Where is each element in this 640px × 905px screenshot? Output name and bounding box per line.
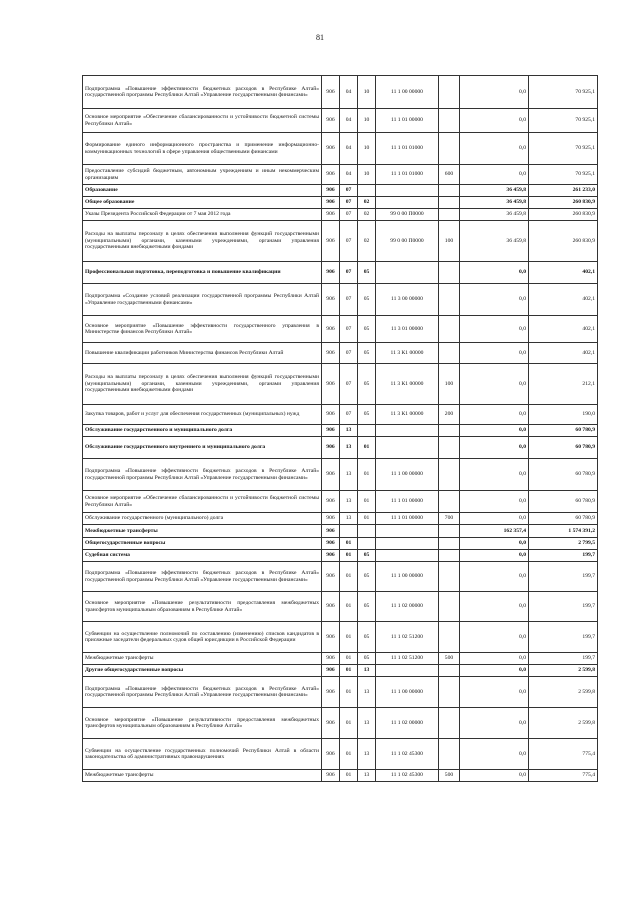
section-code-cell: 07	[340, 405, 358, 425]
section-code-cell: 07	[340, 209, 358, 221]
row-name-cell: Обслуживание государственного (муниципального) долга	[83, 513, 322, 525]
row-name-cell: Общегосударственные вопросы	[83, 538, 322, 550]
expense-type-cell	[439, 425, 460, 437]
table-row	[83, 459, 598, 491]
amount-1-cell: 0,0	[460, 653, 529, 665]
table-row	[83, 405, 598, 425]
expense-type-cell	[439, 284, 460, 316]
row-name-cell: Судебная система	[83, 550, 322, 562]
target-article-cell: 11 1 02 51200	[376, 653, 439, 665]
section-code-cell: 04	[340, 109, 358, 133]
expense-type-cell	[439, 491, 460, 513]
ministry-code-cell: 906	[322, 665, 340, 677]
table-row	[83, 622, 598, 653]
subsection-code-cell: 01	[358, 491, 376, 513]
row-name-cell: Основное мероприятие «Повышение эффективности государственного управления в Министерстве финансов Республики Алтай»	[83, 316, 322, 343]
amount-2-cell: 402,1	[529, 343, 598, 364]
target-article-cell: 11 1 02 45300	[376, 739, 439, 770]
table-row	[83, 550, 598, 562]
subsection-code-cell	[358, 525, 376, 538]
table-row	[83, 197, 598, 209]
table-row	[83, 284, 598, 316]
ministry-code-cell: 906	[322, 770, 340, 782]
target-article-cell: 11 1 02 51200	[376, 622, 439, 653]
amount-2-cell: 70 925,1	[529, 133, 598, 165]
row-name-cell: Основное мероприятие «Обеспечение сбалансированности и устойчивости бюджетной системы Республики Алтай»	[83, 491, 322, 513]
expense-type-cell	[439, 677, 460, 708]
target-article-cell	[376, 262, 439, 284]
ministry-code-cell: 906	[322, 425, 340, 437]
section-code-cell: 01	[340, 665, 358, 677]
amount-2-cell: 199,7	[529, 592, 598, 622]
ministry-code-cell: 906	[322, 221, 340, 262]
section-code-cell: 13	[340, 437, 358, 459]
row-name-cell: Расходы на выплаты персоналу в целях обеспечения выполнения функций государственными (муниципальными) органами, казенными учреждениями, органами управления государственными внебюджетными фондами	[83, 364, 322, 405]
table-row	[83, 221, 598, 262]
ministry-code-cell: 906	[322, 316, 340, 343]
section-code-cell: 04	[340, 76, 358, 109]
subsection-code-cell: 01	[358, 513, 376, 525]
row-name-cell: Общее образование	[83, 197, 322, 209]
amount-1-cell: 0,0	[460, 592, 529, 622]
table-row	[83, 538, 598, 550]
expense-type-cell	[439, 665, 460, 677]
amount-1-cell: 36 459,8	[460, 209, 529, 221]
table-row	[83, 708, 598, 739]
subsection-code-cell: 05	[358, 550, 376, 562]
target-article-cell: 11 1 01 01000	[376, 165, 439, 185]
ministry-code-cell: 906	[322, 622, 340, 653]
expense-type-cell: 500	[439, 770, 460, 782]
row-name-cell: Подпрограмма «Повышение эффективности бюджетных расходов в Республике Алтай» государственной программы Республики Алтай «Управление государственными финансами»	[83, 562, 322, 592]
expense-type-cell	[439, 550, 460, 562]
amount-1-cell: 0,0	[460, 739, 529, 770]
expense-type-cell	[439, 538, 460, 550]
expense-type-cell	[439, 459, 460, 491]
amount-1-cell: 0,0	[460, 459, 529, 491]
amount-2-cell: 199,7	[529, 622, 598, 653]
table-row	[83, 739, 598, 770]
amount-2-cell: 60 780,9	[529, 437, 598, 459]
subsection-code-cell: 13	[358, 770, 376, 782]
subsection-code-cell: 02	[358, 209, 376, 221]
expense-type-cell	[439, 197, 460, 209]
row-name-cell: Другие общегосударственные вопросы	[83, 665, 322, 677]
amount-1-cell: 0,0	[460, 109, 529, 133]
section-code-cell: 07	[340, 284, 358, 316]
table-row	[83, 491, 598, 513]
row-name-cell: Обслуживание государственного и муниципального долга	[83, 425, 322, 437]
target-article-cell: 11 3 00 00000	[376, 284, 439, 316]
ministry-code-cell: 906	[322, 262, 340, 284]
table-row	[83, 665, 598, 677]
target-article-cell	[376, 538, 439, 550]
expense-type-cell	[439, 262, 460, 284]
amount-1-cell: 0,0	[460, 513, 529, 525]
amount-1-cell: 0,0	[460, 550, 529, 562]
table-row	[83, 677, 598, 708]
subsection-code-cell: 02	[358, 197, 376, 209]
table-row	[83, 653, 598, 665]
expense-type-cell	[439, 562, 460, 592]
table-row	[83, 592, 598, 622]
table-row	[83, 316, 598, 343]
subsection-code-cell: 01	[358, 437, 376, 459]
table-row	[83, 364, 598, 405]
section-code-cell: 01	[340, 739, 358, 770]
section-code-cell: 01	[340, 538, 358, 550]
row-name-cell: Основное мероприятие «Обеспечение сбалансированности и устойчивости бюджетной системы Республики Алтай»	[83, 109, 322, 133]
ministry-code-cell: 906	[322, 109, 340, 133]
ministry-code-cell: 906	[322, 513, 340, 525]
target-article-cell	[376, 185, 439, 197]
amount-1-cell: 0,0	[460, 262, 529, 284]
amount-2-cell: 190,0	[529, 405, 598, 425]
amount-2-cell: 60 780,9	[529, 459, 598, 491]
amount-1-cell: 162 357,4	[460, 525, 529, 538]
page-number: 81	[316, 33, 324, 42]
section-code-cell: 13	[340, 425, 358, 437]
row-name-cell: Предоставление субсидий бюджетным, автономным учреждениям и иным некоммерческим организациям	[83, 165, 322, 185]
amount-1-cell: 0,0	[460, 665, 529, 677]
section-code-cell: 04	[340, 133, 358, 165]
table-row	[83, 562, 598, 592]
amount-2-cell: 70 925,1	[529, 76, 598, 109]
row-name-cell: Подпрограмма «Повышение эффективности бюджетных расходов в Республике Алтай» государственной программы Республики Алтай «Управление государственными финансами»	[83, 677, 322, 708]
row-name-cell: Образование	[83, 185, 322, 197]
section-code-cell: 13	[340, 491, 358, 513]
amount-2-cell: 199,7	[529, 562, 598, 592]
table-row	[83, 185, 598, 197]
expense-type-cell	[439, 622, 460, 653]
expense-type-cell	[439, 343, 460, 364]
target-article-cell	[376, 437, 439, 459]
amount-2-cell: 261 233,0	[529, 185, 598, 197]
subsection-code-cell: 13	[358, 665, 376, 677]
amount-2-cell: 2 799,5	[529, 538, 598, 550]
amount-2-cell: 260 830,9	[529, 209, 598, 221]
amount-2-cell: 260 830,9	[529, 197, 598, 209]
table-row	[83, 513, 598, 525]
amount-1-cell: 0,0	[460, 491, 529, 513]
ministry-code-cell: 906	[322, 364, 340, 405]
subsection-code-cell: 10	[358, 76, 376, 109]
amount-2-cell: 1 574 391,2	[529, 525, 598, 538]
section-code-cell: 07	[340, 221, 358, 262]
section-code-cell: 13	[340, 459, 358, 491]
expense-type-cell: 200	[439, 405, 460, 425]
amount-2-cell: 199,7	[529, 550, 598, 562]
subsection-code-cell: 13	[358, 677, 376, 708]
amount-1-cell: 0,0	[460, 677, 529, 708]
ministry-code-cell: 906	[322, 437, 340, 459]
target-article-cell	[376, 197, 439, 209]
ministry-code-cell: 906	[322, 677, 340, 708]
target-article-cell: 11 3 К1 00000	[376, 343, 439, 364]
section-code-cell: 01	[340, 592, 358, 622]
row-name-cell: Подпрограмма «Создание условий реализации государственной программы Республики Алтай «Управление государственными финансами»	[83, 284, 322, 316]
target-article-cell: 11 3 К1 00000	[376, 405, 439, 425]
subsection-code-cell: 05	[358, 405, 376, 425]
expense-type-cell: 100	[439, 364, 460, 405]
expense-type-cell	[439, 133, 460, 165]
expense-type-cell	[439, 76, 460, 109]
row-name-cell: Межбюджетные трансферты	[83, 770, 322, 782]
amount-1-cell: 36 459,8	[460, 185, 529, 197]
section-code-cell: 07	[340, 197, 358, 209]
ministry-code-cell: 906	[322, 197, 340, 209]
section-code-cell: 07	[340, 343, 358, 364]
ministry-code-cell: 906	[322, 739, 340, 770]
target-article-cell: 99 0 00 П0000	[376, 209, 439, 221]
ministry-code-cell: 906	[322, 133, 340, 165]
amount-1-cell: 0,0	[460, 538, 529, 550]
subsection-code-cell: 10	[358, 165, 376, 185]
expense-type-cell	[439, 525, 460, 538]
amount-2-cell: 70 925,1	[529, 109, 598, 133]
row-name-cell: Основное мероприятие «Повышение результативности предоставления межбюджетных трансфертов муниципальным образованиям в Республике Алтай»	[83, 592, 322, 622]
table-row	[83, 262, 598, 284]
expense-type-cell: 100	[439, 221, 460, 262]
amount-1-cell: 0,0	[460, 133, 529, 165]
row-name-cell: Обслуживание государственного внутреннего и муниципального долга	[83, 437, 322, 459]
amount-2-cell: 402,1	[529, 316, 598, 343]
subsection-code-cell: 05	[358, 562, 376, 592]
section-code-cell	[340, 525, 358, 538]
subsection-code-cell: 05	[358, 592, 376, 622]
amount-1-cell: 0,0	[460, 76, 529, 109]
row-name-cell: Межбюджетные трансферты	[83, 653, 322, 665]
target-article-cell: 11 1 00 00000	[376, 76, 439, 109]
target-article-cell: 11 1 01 00000	[376, 491, 439, 513]
section-code-cell: 01	[340, 622, 358, 653]
amount-2-cell: 2 599,8	[529, 708, 598, 739]
subsection-code-cell: 10	[358, 109, 376, 133]
target-article-cell: 11 1 01 00000	[376, 109, 439, 133]
expense-type-cell	[439, 109, 460, 133]
ministry-code-cell: 906	[322, 538, 340, 550]
section-code-cell: 01	[340, 550, 358, 562]
amount-1-cell: 0,0	[460, 708, 529, 739]
subsection-code-cell: 05	[358, 284, 376, 316]
amount-1-cell: 0,0	[460, 343, 529, 364]
amount-2-cell: 775,4	[529, 770, 598, 782]
amount-2-cell: 2 599,8	[529, 665, 598, 677]
expense-type-cell	[439, 209, 460, 221]
budget-table	[82, 75, 598, 782]
ministry-code-cell: 906	[322, 653, 340, 665]
subsection-code-cell: 05	[358, 316, 376, 343]
amount-1-cell: 0,0	[460, 770, 529, 782]
ministry-code-cell: 906	[322, 592, 340, 622]
target-article-cell: 11 1 02 45300	[376, 770, 439, 782]
amount-2-cell: 775,4	[529, 739, 598, 770]
table-row	[83, 770, 598, 782]
ministry-code-cell: 906	[322, 459, 340, 491]
section-code-cell: 01	[340, 677, 358, 708]
section-code-cell: 01	[340, 562, 358, 592]
table-row	[83, 525, 598, 538]
table-row	[83, 437, 598, 459]
table-row	[83, 133, 598, 165]
ministry-code-cell: 906	[322, 185, 340, 197]
section-code-cell: 07	[340, 316, 358, 343]
amount-2-cell: 60 780,9	[529, 513, 598, 525]
row-name-cell: Основное мероприятие «Повышение результативности предоставления межбюджетных трансфертов муниципальным образованиям в Республике Алтай»	[83, 708, 322, 739]
row-name-cell: Формирование единого информационного пространства и применение информационно-коммуникационных технологий в сфере управления общественными финансами	[83, 133, 322, 165]
subsection-code-cell: 05	[358, 364, 376, 405]
amount-1-cell: 0,0	[460, 405, 529, 425]
amount-1-cell: 0,0	[460, 437, 529, 459]
section-code-cell: 07	[340, 185, 358, 197]
ministry-code-cell: 906	[322, 525, 340, 538]
target-article-cell: 11 1 00 00000	[376, 677, 439, 708]
row-name-cell: Подпрограмма «Повышение эффективности бюджетных расходов в Республике Алтай» государственной программы Республики Алтай «Управление государственными финансами»	[83, 76, 322, 109]
amount-1-cell: 36 459,8	[460, 221, 529, 262]
table-row	[83, 165, 598, 185]
target-article-cell: 99 0 00 П0000	[376, 221, 439, 262]
row-name-cell: Закупка товаров, работ и услуг для обеспечения государственных (муниципальных) нужд	[83, 405, 322, 425]
subsection-code-cell	[358, 425, 376, 437]
amount-1-cell: 0,0	[460, 562, 529, 592]
expense-type-cell	[439, 437, 460, 459]
ministry-code-cell: 906	[322, 284, 340, 316]
row-name-cell: Указы Президента Российской Федерации от 7 мая 2012 года	[83, 209, 322, 221]
subsection-code-cell: 05	[358, 622, 376, 653]
section-code-cell: 01	[340, 770, 358, 782]
expense-type-cell: 500	[439, 653, 460, 665]
subsection-code-cell: 13	[358, 708, 376, 739]
row-name-cell: Расходы на выплаты персоналу в целях обеспечения выполнения функций государственными (муниципальными) органами, казенными учреждениями, органами управления государственными внебюджетными фондами	[83, 221, 322, 262]
target-article-cell: 11 3 К1 00000	[376, 364, 439, 405]
target-article-cell	[376, 550, 439, 562]
target-article-cell	[376, 665, 439, 677]
row-name-cell: Межбюджетные трансферты	[83, 525, 322, 538]
section-code-cell: 07	[340, 262, 358, 284]
amount-2-cell: 60 780,9	[529, 491, 598, 513]
ministry-code-cell: 906	[322, 343, 340, 364]
amount-2-cell: 60 780,9	[529, 425, 598, 437]
amount-1-cell: 0,0	[460, 364, 529, 405]
amount-1-cell: 0,0	[460, 622, 529, 653]
ministry-code-cell: 906	[322, 165, 340, 185]
subsection-code-cell: 02	[358, 221, 376, 262]
amount-2-cell: 199,7	[529, 653, 598, 665]
ministry-code-cell: 906	[322, 562, 340, 592]
budget-table-body	[83, 76, 598, 782]
row-name-cell: Субвенции на осуществление полномочий по составлению (изменению) списков кандидатов в присяжные заседатели федеральных судов общей юрисдикции в Российской Федерации	[83, 622, 322, 653]
amount-2-cell: 402,1	[529, 262, 598, 284]
ministry-code-cell: 906	[322, 708, 340, 739]
subsection-code-cell: 05	[358, 653, 376, 665]
table-row	[83, 343, 598, 364]
ministry-code-cell: 906	[322, 76, 340, 109]
row-name-cell: Подпрограмма «Повышение эффективности бюджетных расходов в Республике Алтай» государственной программы Республики Алтай «Управление государственными финансами»	[83, 459, 322, 491]
table-row	[83, 425, 598, 437]
subsection-code-cell	[358, 538, 376, 550]
target-article-cell: 11 1 01 01000	[376, 133, 439, 165]
table-row	[83, 76, 598, 109]
expense-type-cell	[439, 185, 460, 197]
table-row	[83, 109, 598, 133]
target-article-cell: 11 1 01 00000	[376, 513, 439, 525]
expense-type-cell: 700	[439, 513, 460, 525]
section-code-cell: 01	[340, 653, 358, 665]
amount-2-cell: 212,1	[529, 364, 598, 405]
expense-type-cell	[439, 708, 460, 739]
subsection-code-cell	[358, 185, 376, 197]
ministry-code-cell: 906	[322, 209, 340, 221]
amount-2-cell: 402,1	[529, 284, 598, 316]
section-code-cell: 04	[340, 165, 358, 185]
target-article-cell: 11 1 02 00000	[376, 592, 439, 622]
amount-1-cell: 0,0	[460, 316, 529, 343]
expense-type-cell	[439, 316, 460, 343]
target-article-cell: 11 1 00 00000	[376, 562, 439, 592]
subsection-code-cell: 10	[358, 133, 376, 165]
amount-2-cell: 70 925,1	[529, 165, 598, 185]
section-code-cell: 01	[340, 708, 358, 739]
amount-1-cell: 36 459,8	[460, 197, 529, 209]
amount-2-cell: 2 599,8	[529, 677, 598, 708]
section-code-cell: 07	[340, 364, 358, 405]
subsection-code-cell: 05	[358, 262, 376, 284]
expense-type-cell	[439, 592, 460, 622]
amount-1-cell: 0,0	[460, 284, 529, 316]
table-row	[83, 209, 598, 221]
target-article-cell	[376, 525, 439, 538]
row-name-cell: Профессиональная подготовка, переподготовка и повышение квалификации	[83, 262, 322, 284]
ministry-code-cell: 906	[322, 405, 340, 425]
row-name-cell: Повышение квалификации работников Министерства финансов Республики Алтай	[83, 343, 322, 364]
amount-2-cell: 260 830,9	[529, 221, 598, 262]
section-code-cell: 13	[340, 513, 358, 525]
amount-1-cell: 0,0	[460, 165, 529, 185]
expense-type-cell	[439, 739, 460, 770]
target-article-cell: 11 1 00 00000	[376, 459, 439, 491]
subsection-code-cell: 05	[358, 343, 376, 364]
target-article-cell: 11 1 02 00000	[376, 708, 439, 739]
expense-type-cell: 600	[439, 165, 460, 185]
ministry-code-cell: 906	[322, 550, 340, 562]
amount-1-cell: 0,0	[460, 425, 529, 437]
target-article-cell	[376, 425, 439, 437]
row-name-cell: Субвенции на осуществление государственных полномочий Республики Алтай в области законодательства об административных правонарушениях	[83, 739, 322, 770]
ministry-code-cell: 906	[322, 491, 340, 513]
target-article-cell: 11 3 01 00000	[376, 316, 439, 343]
subsection-code-cell: 13	[358, 739, 376, 770]
subsection-code-cell: 01	[358, 459, 376, 491]
